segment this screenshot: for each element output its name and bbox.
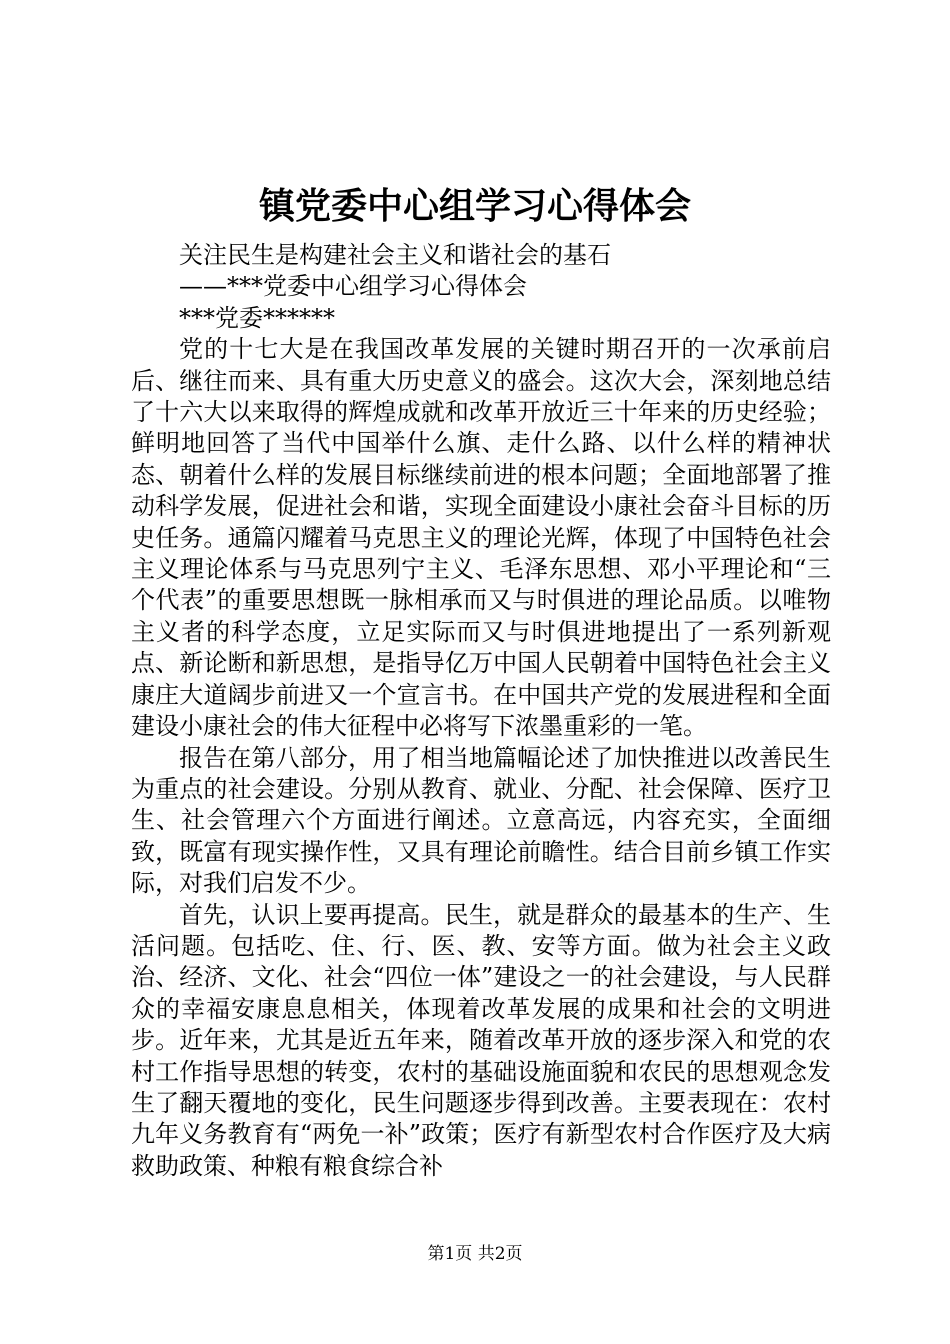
page-number-footer: 第1页 共2页 [427, 1244, 523, 1264]
document-body [131, 240, 831, 1182]
body-paragraph-2: 报告在第八部分，用了相当地篇幅论述了加快推进以改善民生为重点的社会建设。分别从教育、就业、分配、社会保障、医疗卫生、社会管理六个方面进行阐述。立意高远，内容充实，全面细致，既富有现实操作性，又具有理论前瞻性。结合目前乡镇工作实际，对我们启发不少。 [131, 743, 831, 898]
author-line: ***党委****** [179, 303, 335, 332]
body-paragraph-1: 党的十七大是在我国改革发展的关键时期召开的一次承前启后、继往而来、具有重大历史意义的盛会。这次大会，深刻地总结了十六大以来取得的辉煌成就和改革开放近三十年来的历史经验；鲜明地回答了当代中国举什么旗、走什么路、以什么样的精神状态、朝着什么样的发展目标继续前进的根本问题；全面地部署了推动科学发展，促进社会和谐，实现全面建设小康社会奋斗目标的历史任务。通篇闪耀着马克思主义的理论光辉，体现了中国特色社会主义理论体系与马克思列宁主义、毛泽东思想、邓小平理论和“三个代表”的重要思想既一脉相承而又与时俱进的理论品质。以唯物主义者的科学态度，立足实际而又与时俱进地提出了一系列新观点、新论断和新思想，是指导亿万中国人民朝着中国特色社会主义康庄大道阔步前进又一个宣言书。在中国共产党的发展进程和全面建设小康社会的伟大征程中必将写下浓墨重彩的一笔。 [131, 335, 831, 741]
body-paragraph-3: 首先，认识上要再提高。民生，就是群众的最基本的生产、生活问题。包括吃、住、行、医、教、安等方面。做为社会主义政治、经济、文化、社会“四位一体”建设之一的社会建设，与人民群众的幸福安康息息相关，体现着改革发展的成果和社会的文明进步。近年来，尤其是近五年来，随着改革开放的逐步深入和党的农村工作指导思想的转变，农村的基础设施面貌和农民的思想观念发生了翻天覆地的变化，民生问题逐步得到改善。主要表现在：农村九年义务教育有“两免一补”政策；医疗有新型农村合作医疗及大病救助政策、种粮有粮食综合补 [131, 900, 831, 1180]
subtitle-line: 关注民生是构建社会主义和谐社会的基石 [179, 241, 611, 269]
subtitle-source-line: ——***党委中心组学习心得体会 [179, 272, 527, 301]
document-title: 镇党委中心组学习心得体会 [258, 185, 691, 227]
